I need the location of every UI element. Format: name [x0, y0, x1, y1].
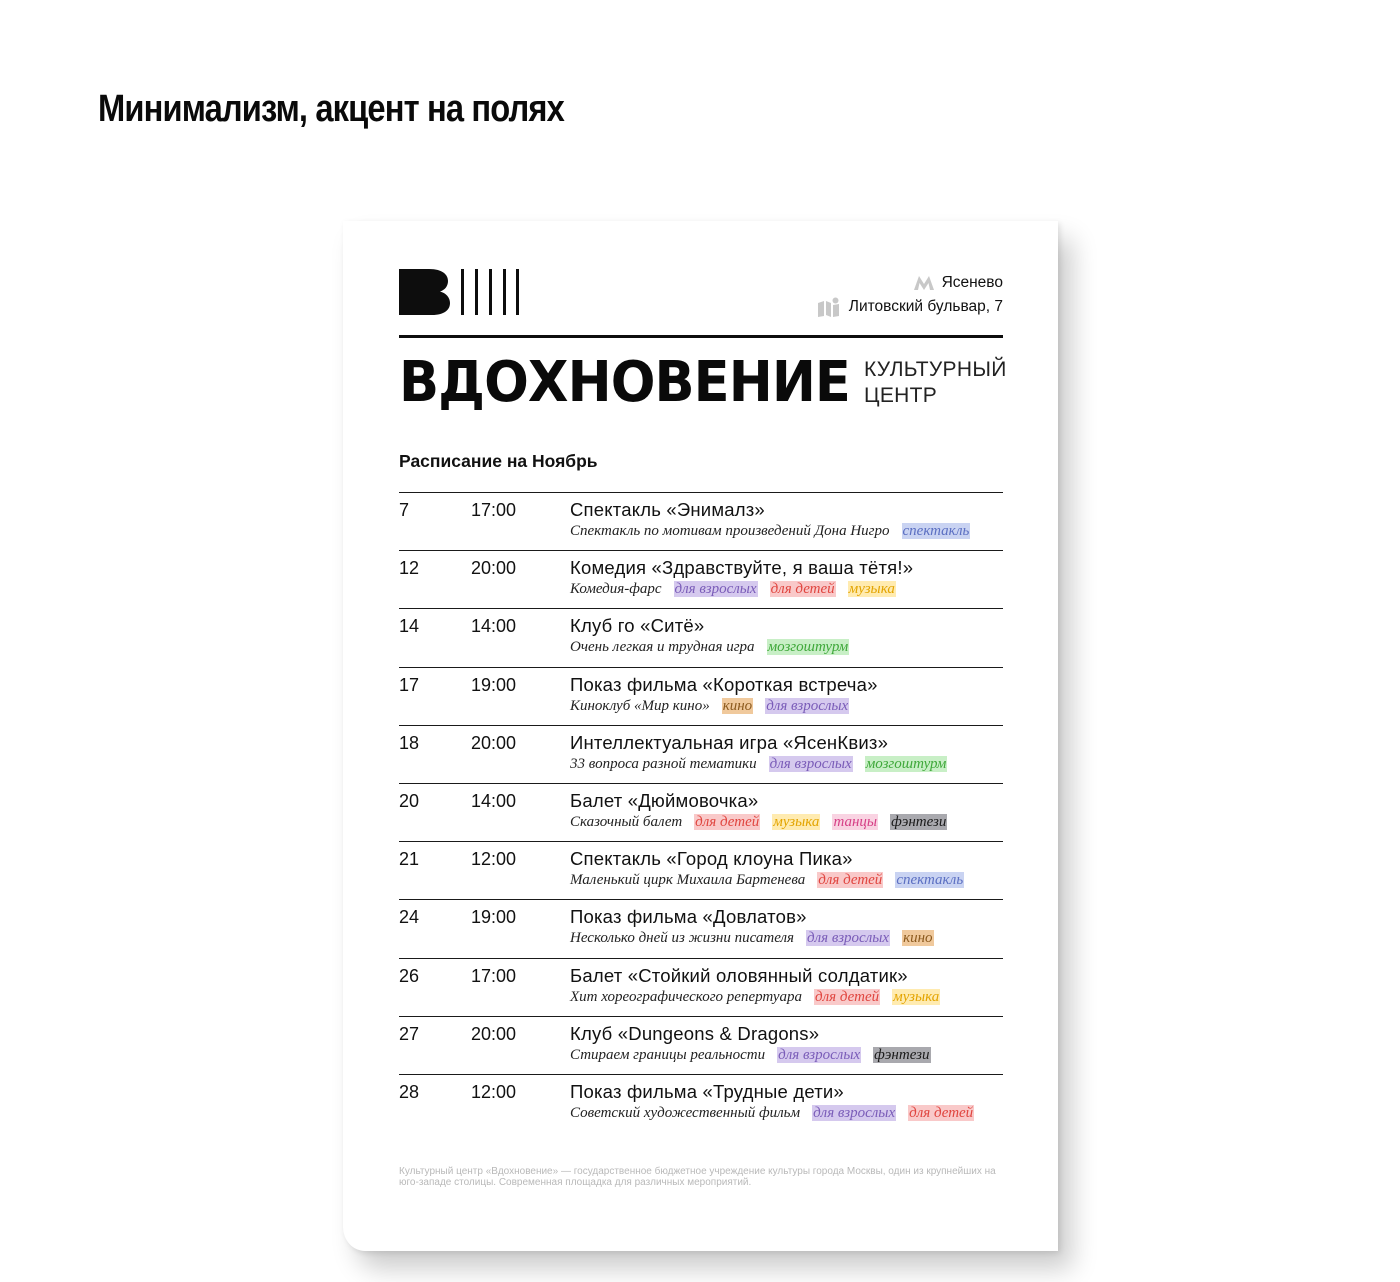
event-tag: кино: [903, 930, 933, 947]
event-title: Клуб «Dungeons & Dragons»: [570, 1022, 820, 1044]
event-subline: [570, 872, 1003, 889]
schedule-row: [399, 608, 1003, 666]
event-tag: для взрослых: [807, 930, 890, 947]
event-info: [570, 499, 1003, 540]
event-title: Показ фильма «Трудные дети»: [570, 1080, 844, 1102]
event-tag: для взрослых: [766, 697, 849, 714]
schedule-row: [399, 667, 1003, 725]
event-tag: для детей: [909, 1104, 974, 1121]
event-info: [570, 615, 1003, 656]
brand-sub-line2: ЦЕНТР: [864, 384, 938, 407]
schedule-row: [399, 958, 1003, 1016]
event-title: Интеллектуальная игра «ЯсенКвиз»: [570, 731, 889, 753]
event-subline: [570, 581, 1003, 598]
event-description: Советский художественный фильм: [570, 1104, 801, 1121]
event-subline: [570, 1047, 1003, 1064]
event-day: 28: [399, 1081, 420, 1102]
event-info: [570, 1081, 1003, 1122]
event-time: 12:00: [471, 849, 517, 870]
event-description: Спектакль по мотивам произведений Дона Нигро: [570, 523, 890, 539]
event-description: Маленький цирк Михаила Бартенева: [570, 872, 806, 889]
event-title: Спектакль «Город клоуна Пика»: [570, 848, 853, 870]
event-description: Несколько дней из жизни писателя: [570, 930, 795, 947]
poster-sheet: [343, 221, 1058, 1251]
event-subline: [570, 930, 1003, 947]
event-day: 18: [399, 732, 420, 753]
event-day: 14: [399, 616, 420, 637]
event-description: Очень легкая и трудная игра: [570, 639, 755, 656]
brand-logo-icon: [399, 269, 529, 315]
event-description: 33 вопроса разной тематики: [570, 755, 757, 772]
event-title: Балет «Дюймовочка»: [570, 789, 759, 811]
footer-note: Культурный центр «Вдохновение» — государственное бюджетное учреждение культуры города Москвы, один из крупнейших на юго-западе столицы. Современная площадка для различных мероприятий.: [399, 1166, 996, 1188]
event-subline: [570, 989, 1003, 1006]
location-block: [817, 271, 1003, 319]
event-tag: мозгоштурм: [767, 639, 849, 656]
event-time: 19:00: [471, 907, 517, 928]
event-tag: музыка: [848, 581, 895, 598]
event-tag: для взрослых: [769, 755, 852, 772]
schedule-row: [399, 841, 1003, 899]
event-day: 21: [399, 849, 420, 870]
schedule-row: [399, 550, 1003, 608]
event-tag: мозгоштурм: [865, 755, 947, 772]
event-time: 19:00: [471, 674, 517, 695]
event-day: 27: [399, 1023, 420, 1044]
event-tag: танцы: [833, 813, 878, 830]
event-title: Балет «Стойкий оловянный солдатик»: [570, 964, 908, 986]
event-subline: [570, 814, 1003, 831]
metro-m-icon: [914, 276, 934, 290]
schedule-row: [399, 492, 1003, 550]
event-time: 14:00: [471, 616, 517, 637]
event-description: Стираем границы реальности: [570, 1046, 766, 1063]
event-tag: для детей: [695, 813, 760, 830]
event-tag: спектакль: [896, 872, 964, 889]
brand-name: ВДОХНОВЕНИЕ: [399, 350, 850, 415]
schedule-row: [399, 783, 1003, 841]
header-rule: [399, 335, 1003, 338]
event-title: Показ фильма «Довлатов»: [570, 906, 807, 928]
event-day: 20: [399, 790, 420, 811]
map-pin-icon: [817, 297, 841, 317]
event-tag: для взрослых: [674, 581, 757, 598]
schedule-title: Расписание на Ноябрь: [399, 451, 598, 471]
schedule-row: [399, 725, 1003, 783]
brand-subtitle: [864, 357, 1007, 409]
event-time: 17:00: [471, 500, 517, 520]
event-tag: музыка: [893, 988, 940, 1005]
event-subline: [570, 756, 1003, 773]
event-tag: для взрослых: [813, 1104, 896, 1121]
event-description: Киноклуб «Мир кино»: [570, 697, 710, 714]
poster-content: [399, 221, 1007, 1251]
event-info: [570, 557, 1003, 598]
event-title: Клуб го «Ситё»: [570, 615, 705, 637]
event-day: 12: [399, 558, 420, 579]
schedule-row: [399, 1016, 1003, 1074]
event-tag: спектакль: [902, 523, 970, 539]
event-description: Хит хореографического репертуара: [570, 988, 803, 1005]
event-info: [570, 732, 1003, 773]
event-time: 20:00: [471, 1023, 517, 1044]
schedule-row: [399, 1074, 1003, 1132]
event-tag: кино: [722, 697, 753, 714]
event-subline: [570, 639, 1003, 656]
address: Литовский бульвар, 7: [848, 298, 1003, 315]
event-day: 24: [399, 907, 420, 928]
brand-sub-line1: КУЛЬТУРНЫЙ: [864, 358, 1007, 381]
event-info: [570, 848, 1003, 889]
event-info: [570, 965, 1003, 1006]
event-tag: для детей: [818, 872, 883, 889]
event-info: [570, 906, 1003, 947]
event-info: [570, 1023, 1003, 1064]
event-subline: [570, 523, 1003, 540]
event-tag: музыка: [773, 813, 820, 830]
event-title: Спектакль «Энималз»: [570, 499, 765, 520]
event-time: 20:00: [471, 732, 517, 753]
event-title: Показ фильма «Короткая встреча»: [570, 673, 878, 695]
event-title: Комедия «Здравствуйте, я ваша тётя!»: [570, 557, 914, 579]
event-tag: фэнтези: [891, 813, 947, 830]
metro-row: [817, 271, 1003, 295]
event-description: Комедия-фарс: [570, 581, 662, 598]
event-time: 20:00: [471, 558, 517, 579]
event-description: Сказочный балет: [570, 813, 683, 830]
event-tag: фэнтези: [874, 1046, 930, 1063]
event-day: 17: [399, 674, 420, 695]
event-day: 7: [399, 500, 410, 520]
event-tag: для взрослых: [778, 1046, 861, 1063]
event-info: [570, 674, 1003, 715]
event-time: 14:00: [471, 790, 517, 811]
event-tag: для детей: [770, 581, 835, 598]
event-time: 12:00: [471, 1081, 517, 1102]
event-subline: [570, 1105, 1003, 1122]
schedule-row: [399, 899, 1003, 957]
event-subline: [570, 698, 1003, 715]
address-row: [817, 295, 1003, 319]
event-tag: для детей: [815, 988, 880, 1005]
event-info: [570, 790, 1003, 831]
metro-station: Ясенево: [941, 274, 1003, 291]
event-time: 17:00: [471, 965, 517, 986]
schedule-list: [399, 492, 1003, 1132]
page-heading: Минимализм, акцент на полях: [98, 88, 564, 130]
event-day: 26: [399, 965, 420, 986]
